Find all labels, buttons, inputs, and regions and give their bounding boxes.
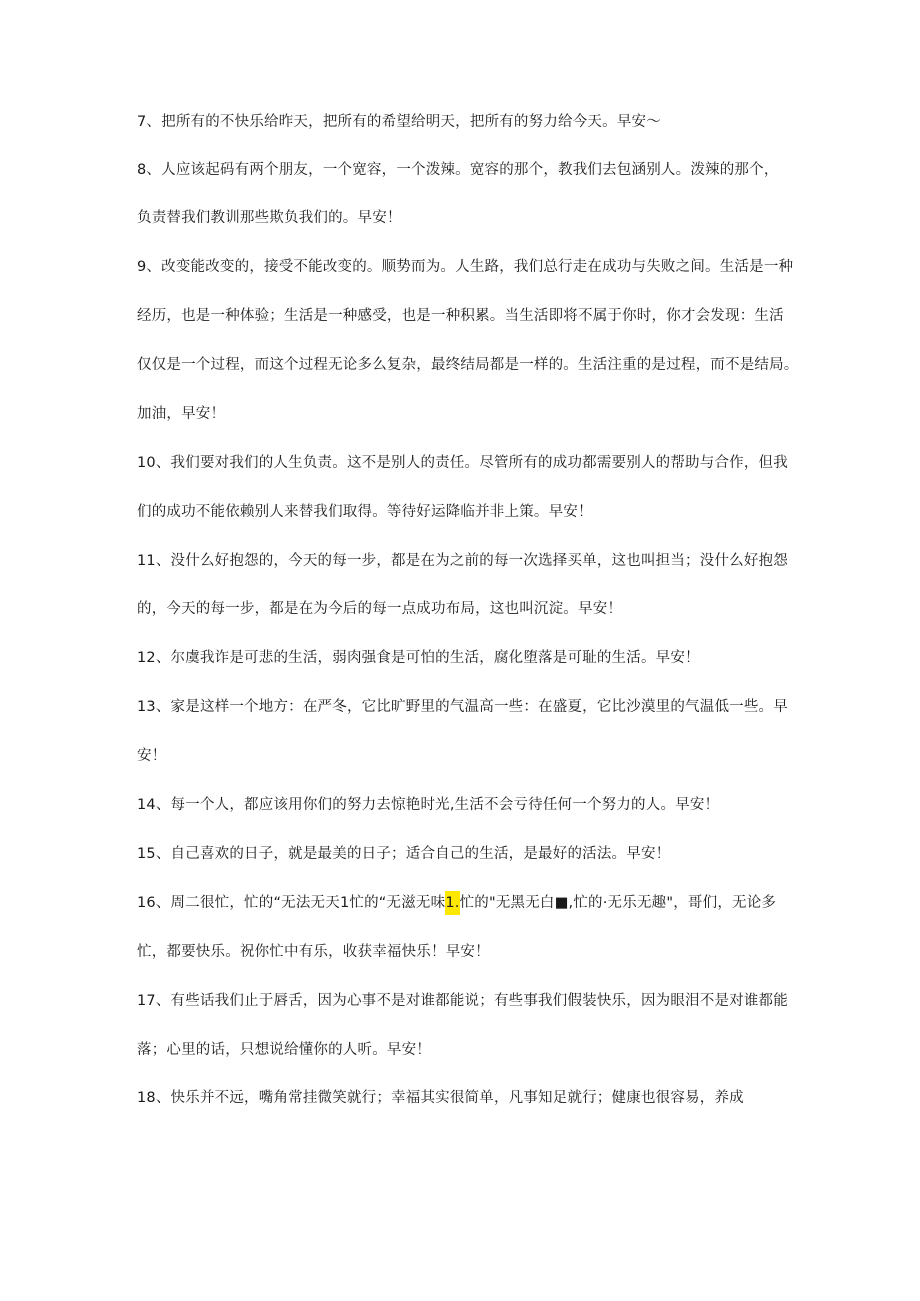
text-segment: 忙的"无黑无白■,忙的·无乐无趣"，哥们，无论多 — [459, 895, 777, 911]
text-line: 14、每一个人，都应该用你们的努力去惊艳时光,生活不会亏待任何一个努力的人。早安！ — [137, 797, 720, 813]
highlighted-text: 1. — [445, 891, 459, 915]
text-line: 仅仅是一个过程，而这个过程无论多么复杂，最终结局都是一样的。生活注重的是过程，而不是结局。 — [137, 357, 799, 373]
text-line: 10、我们要对我们的人生负责。这不是别人的责任。尽管所有的成功都需要别人的帮助与合作，但我 — [137, 455, 788, 471]
text-line: 17、有些话我们止于唇舌，因为心事不是对谁都能说；有些事我们假装快乐，因为眼泪不是对谁都能 — [137, 993, 788, 1009]
text-line: 加油，早安！ — [137, 406, 226, 422]
text-line: 经历，也是一种体验；生活是一种感受，也是一种积累。当生活即将不属于你时，你才会发现：生活 — [137, 308, 784, 324]
text-line: 13、家是这样一个地方：在严冬，它比旷野里的气温高一些：在盛夏，它比沙漠里的气温低一些。早 — [137, 699, 788, 715]
text-segment: 16、周二很忙，忙的“无法无天1忙的“无滋无味 — [137, 895, 446, 911]
text-line: 的，今天的每一步，都是在为今后的每一点成功布局，这也叫沉淀。早安！ — [137, 601, 623, 617]
text-line: 18、快乐并不远，嘴角常挂微笑就行；幸福其实很简单，凡事知足就行；健康也很容易，养成 — [137, 1090, 744, 1106]
text-line: 落；心里的话，只想说给懂你的人听。早安！ — [137, 1042, 431, 1058]
text-line: 7、把所有的不快乐给昨天，把所有的希望给明天，把所有的努力给今天。早安〜 — [137, 114, 661, 130]
text-line: 9、改变能改变的，接受不能改变的。顺势而为。人生路，我们总行走在成功与失败之间。生活是一种 — [137, 259, 794, 275]
text-line: 安！ — [137, 748, 167, 764]
text-line: 12、尔虞我诈是可悲的生活，弱肉强食是可怕的生活，腐化堕落是可耻的生活。早安！ — [137, 650, 700, 666]
text-line: 11、没什么好抱怨的，今天的每一步，都是在为之前的每一次选择买单，这也叫担当；没什么好抱怨 — [137, 553, 788, 569]
text-line-highlighted — [137, 893, 797, 913]
text-line: 8、人应该起码有两个朋友，一个宽容，一个泼辣。宽容的那个，教我们去包涵别人。泼辣的那个， — [137, 162, 779, 178]
text-line: 们的成功不能依赖别人来替我们取得。等待好运降临并非上策。早安！ — [137, 504, 593, 520]
text-line: 15、自己喜欢的日子，就是最美的日子；适合自己的生活，是最好的活法。早安！ — [137, 846, 671, 862]
text-line: 负责替我们教训那些欺负我们的。早安！ — [137, 210, 402, 226]
text-line: 忙，都要快乐。祝你忙中有乐，收获幸福快乐！早安！ — [137, 944, 490, 960]
